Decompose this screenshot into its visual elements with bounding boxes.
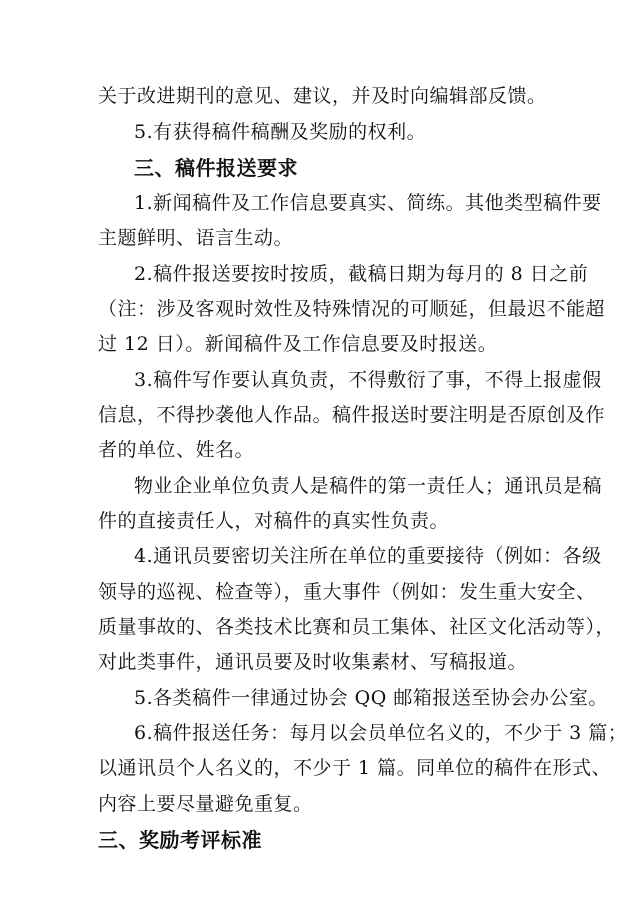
requirement-2-line-2: （注：涉及客观时效性及特殊情况的可顺延，但最迟不能超: [98, 298, 606, 320]
requirement-4-line-4: 对此类事件，通讯员要及时收集素材、写稿报道。: [98, 651, 528, 673]
requirement-3-line-2: 信息，不得抄袭他人作品。稿件报送时要注明是否原创及作: [98, 404, 606, 426]
requirement-4-line-2: 领导的巡视、检查等），重大事件（例如：发生重大安全、: [98, 581, 596, 603]
requirement-3-line-3: 者的单位、姓名。: [98, 439, 255, 461]
requirement-2-line-3: 过 12 日）。新闻稿件及工作信息要及时报送。: [98, 333, 498, 355]
requirement-3-line-1: 3.稿件写作要认真负责，不得敷衍了事，不得上报虚假: [134, 369, 602, 391]
requirement-5-line: 5.各类稿件一律通过协会 QQ 邮箱报送至协会办公室。: [134, 687, 608, 709]
responsibility-line-2: 件的直接责任人，对稿件的真实性负责。: [98, 510, 450, 532]
section-heading-submission-requirements: 三、稿件报送要求: [134, 156, 298, 180]
requirement-1-line-1: 1.新闻稿件及工作信息要真实、简练。其他类型稿件要: [134, 192, 602, 214]
requirement-6-line-1: 6.稿件报送任务：每月以会员单位名义的，不少于 3 篇；: [134, 722, 628, 744]
requirement-4-line-1: 4.通讯员要密切关注所在单位的重要接待（例如：各级: [134, 545, 602, 567]
list-item-5-rights: 5.有获得稿件稿酬及奖励的权利。: [134, 121, 427, 143]
paragraph-line: 关于改进期刊的意见、建议，并及时向编辑部反馈。: [98, 85, 547, 107]
responsibility-line-1: 物业企业单位负责人是稿件的第一责任人；通讯员是稿: [134, 475, 603, 497]
requirement-6-line-3: 内容上要尽量避免重复。: [98, 793, 313, 815]
requirement-2-line-1: 2.稿件报送要按时按质，截稿日期为每月的 8 日之前: [134, 263, 589, 285]
requirement-4-line-3: 质量事故的、各类技术比赛和员工集体、社区文化活动等），: [98, 616, 616, 638]
section-heading-reward-evaluation: 三、奖励考评标准: [98, 828, 262, 852]
requirement-6-line-2: 以通讯员个人名义的，不少于 1 篇。同单位的稿件在形式、: [98, 757, 612, 779]
requirement-1-line-2: 主题鲜明、语言生动。: [98, 227, 294, 249]
